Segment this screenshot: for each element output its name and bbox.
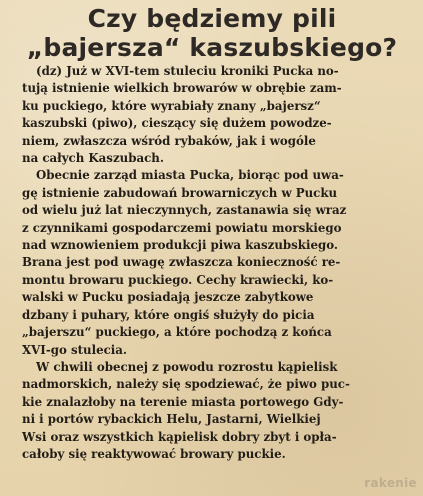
paragraph-2 (8, 167, 416, 358)
headline-line-1: Czy będziemy pili (87, 4, 337, 33)
paragraph-line: montu browaru puckiego. Cechy krawiecki, ko- (22, 272, 334, 287)
paragraph-line: (dz) Już w XVI-tem stuleciu kroniki Pucka no- (36, 64, 339, 78)
article-body (8, 63, 416, 463)
paragraph-line: nad wznowieniem produkcji piwa kaszubskiego. (22, 238, 338, 253)
paragraph-line: Brana jest pod uwagę zwłaszcza konieczność re- (22, 255, 341, 270)
paragraph-line: dzbany i puhary, które ongiś służyły do picia (22, 307, 315, 322)
paragraph-line: z czynnikami gospodarczemi powiatu morskiego (22, 220, 342, 235)
paragraph-line: od wielu już lat nieczynnych, zastanawia się wraz (22, 203, 347, 218)
paragraph-line: ni i portów rybackich Helu, Jastarni, Wielkiej (22, 412, 321, 427)
paragraph-line: kaszubski (piwo), cieszący się dużem powodze- (22, 116, 332, 131)
headline (8, 4, 416, 62)
paragraph-line: XVI-go stulecia. (22, 342, 128, 357)
paragraph-line: na całych Kaszubach. (22, 151, 164, 166)
headline-line-2: „bajersza“ kaszubskiego? (26, 33, 398, 62)
paragraph-line: Wsi oraz wszystkich kąpielisk dobry zbyt i opła- (22, 429, 337, 444)
paragraph-line: ku puckiego, które wyrabiały znany „bajersz“ (22, 98, 321, 113)
paragraph-line: Obecnie zarząd miasta Pucka, biorąc pod uwa- (36, 168, 344, 183)
watermark: rakenie (364, 476, 417, 490)
paragraph-line: tują istnienie wielkich browarów w obrębie zam- (22, 81, 342, 96)
paragraph-1 (8, 63, 416, 167)
paragraph-line: gę istnienie zabudowań browarniczych w Pucku (22, 185, 338, 200)
paragraph-line: niem, zwłaszcza wśród rybaków, jak i wogóle (22, 133, 316, 148)
paragraph-line: nadmorskich, należy się spodziewać, że piwo puc- (22, 377, 350, 392)
paragraph-line: kie znalazłoby na terenie miasta portowego Gdy- (22, 394, 344, 409)
paragraph-line: „bajerszu“ puckiego, a które pochodzą z końca (22, 325, 332, 340)
paragraph-3 (8, 359, 416, 463)
paragraph-line: W chwili obecnej z powodu rozrostu kąpielisk (36, 359, 338, 374)
paragraph-line: walski w Pucku posiadają jeszcze zabytkowe (22, 290, 314, 305)
paragraph-line: całoby się reaktywować browary puckie. (22, 446, 286, 461)
